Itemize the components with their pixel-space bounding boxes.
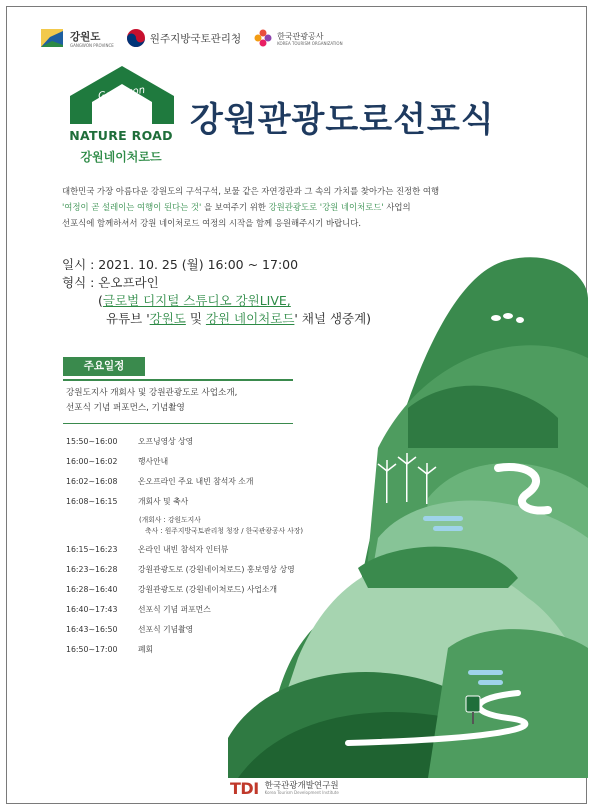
schedule-divider-top xyxy=(63,379,293,381)
event-datetime: 일시 : 2021. 10. 25 (월) 16:00 ~ 17:00 xyxy=(62,257,299,272)
schedule-desc: 선포식 기념촬영 xyxy=(138,625,194,634)
stream-mid: 및 xyxy=(185,311,206,326)
kto-logo-subtext: KOREA TOURISM ORGANIZATION xyxy=(277,41,343,46)
schedule-time: 15:50~16:00 xyxy=(66,437,118,446)
schedule-time: 16:15~16:23 xyxy=(66,545,118,554)
schedule-time: 16:02~16:08 xyxy=(66,477,118,486)
tdi-logo-text: TDI xyxy=(230,779,259,798)
gangwon-mark-icon xyxy=(40,27,66,49)
schedule-row xyxy=(66,476,253,487)
logo-bar xyxy=(40,22,343,54)
schedule-row xyxy=(66,564,295,575)
schedule-desc: 개회사 및 축사 xyxy=(138,497,189,506)
schedule-row xyxy=(66,496,188,507)
schedule-desc: 강원관광도로 (강원네이처로드) 홍보영상 상영 xyxy=(138,565,295,574)
schedule-row xyxy=(66,604,211,615)
page-title: 강원관광도로선포식 xyxy=(190,100,495,140)
brand-arc-text: Gangwon xyxy=(97,84,146,103)
schedule-time: 16:40~17:43 xyxy=(66,605,118,614)
tdi-name-en: Korea Tourism Development Institute xyxy=(264,789,339,795)
youtube-gangwon-link[interactable]: 강원도 xyxy=(149,311,186,326)
intro-line-1: 대한민국 가장 아름다운 강원도의 구석구석, 보물 같은 자연경관과 그 속의 가치를 찾아가는 진정한 여행 xyxy=(62,186,440,196)
taegeuk-icon xyxy=(126,28,146,48)
schedule-row xyxy=(66,644,153,655)
schedule-desc: 온라인 내빈 참석자 인터뷰 xyxy=(138,545,229,554)
intro-text xyxy=(62,183,542,231)
schedule-desc: 행사안내 xyxy=(138,457,169,466)
brand-name-en: NATURE ROAD xyxy=(69,128,173,143)
wonju-logo xyxy=(126,28,241,48)
schedule-time: 16:23~16:28 xyxy=(66,565,118,574)
stream-pre: 유튜브 ' xyxy=(106,311,150,326)
summary-line-2: 선포식 기념 퍼포먼스, 기념촬영 xyxy=(66,402,185,413)
opening-speaker: (개회사 : 강원도지사 xyxy=(139,516,201,524)
schedule-row xyxy=(66,436,193,447)
kto-logo-text: 한국관광공사 xyxy=(277,32,324,41)
schedule-desc: 강원관광도로 (강원네이처로드) 사업소개 xyxy=(138,585,278,594)
schedule-time: 16:43~16:50 xyxy=(66,625,118,634)
intro-line-2 xyxy=(62,199,542,215)
schedule-desc: 선포식 기념 퍼포먼스 xyxy=(138,605,211,614)
schedule-desc: 오프닝영상 상영 xyxy=(138,437,194,446)
mountain-illustration xyxy=(228,238,588,778)
schedule-row xyxy=(66,456,168,467)
tdi-name-ko: 한국관광개발연구원 xyxy=(264,781,339,792)
nature-road-mountain-logo xyxy=(66,62,178,128)
intro-highlight-1: '여정이 곧 설레이는 여행이 된다는 것' xyxy=(62,202,202,212)
schedule-title: 주요일정 xyxy=(63,357,145,376)
schedule-row xyxy=(66,584,277,595)
summary-line-1: 강원도지사 개회사 및 강원관광도로 사업소개, xyxy=(66,388,238,398)
intro-line-2-mid: 을 보여주기 위한 xyxy=(201,202,269,212)
kto-logo xyxy=(253,28,342,48)
schedule-time: 16:08~16:15 xyxy=(66,497,118,506)
schedule-desc: 온오프라인 주요 내빈 참석자 소개 xyxy=(138,477,254,486)
studio-link[interactable]: 글로벌 디지털 스튜디오 강원LIVE, xyxy=(102,293,291,308)
event-format: 형식 : 온오프라인 xyxy=(62,275,159,290)
schedule-time: 16:28~16:40 xyxy=(66,585,118,594)
schedule-time: 16:50~17:00 xyxy=(66,645,118,654)
wonju-logo-text: 원주지방국토관리청 xyxy=(149,32,242,45)
stream-end: ' 채널 생중계) xyxy=(294,311,372,326)
schedule-row xyxy=(66,544,228,555)
gangwon-logo xyxy=(40,27,114,49)
schedule-summary xyxy=(66,386,237,415)
intro-line-2-end: 사업의 xyxy=(383,202,411,212)
venue-paren: ( xyxy=(98,293,103,308)
schedule-divider xyxy=(63,423,293,424)
intro-highlight-2: 강원관광도로 '강원 네이처로드' xyxy=(268,202,384,212)
schedule-time: 16:00~16:02 xyxy=(66,457,118,466)
gangwon-logo-subtext: GANGWON PROVINCE xyxy=(70,42,114,48)
brand-name-ko: 강원네이처로드 xyxy=(80,150,162,164)
congrats-speakers: 축사 : 원주지방국토관리청 청장 / 한국관광공사 사장) xyxy=(145,527,304,535)
schedule-row xyxy=(66,624,193,635)
kto-flower-icon xyxy=(253,28,273,48)
footer-logo xyxy=(230,779,339,798)
gangwon-logo-text: 강원도 xyxy=(70,30,101,43)
youtube-natureroad-link[interactable]: 강원 네이처로드 xyxy=(205,311,295,326)
intro-line-3: 선포식에 함께하셔서 강원 네이처로드 여정의 시작을 함께 응원해주시기 바랍니다. xyxy=(62,218,362,228)
schedule-desc: 폐회 xyxy=(138,645,154,654)
